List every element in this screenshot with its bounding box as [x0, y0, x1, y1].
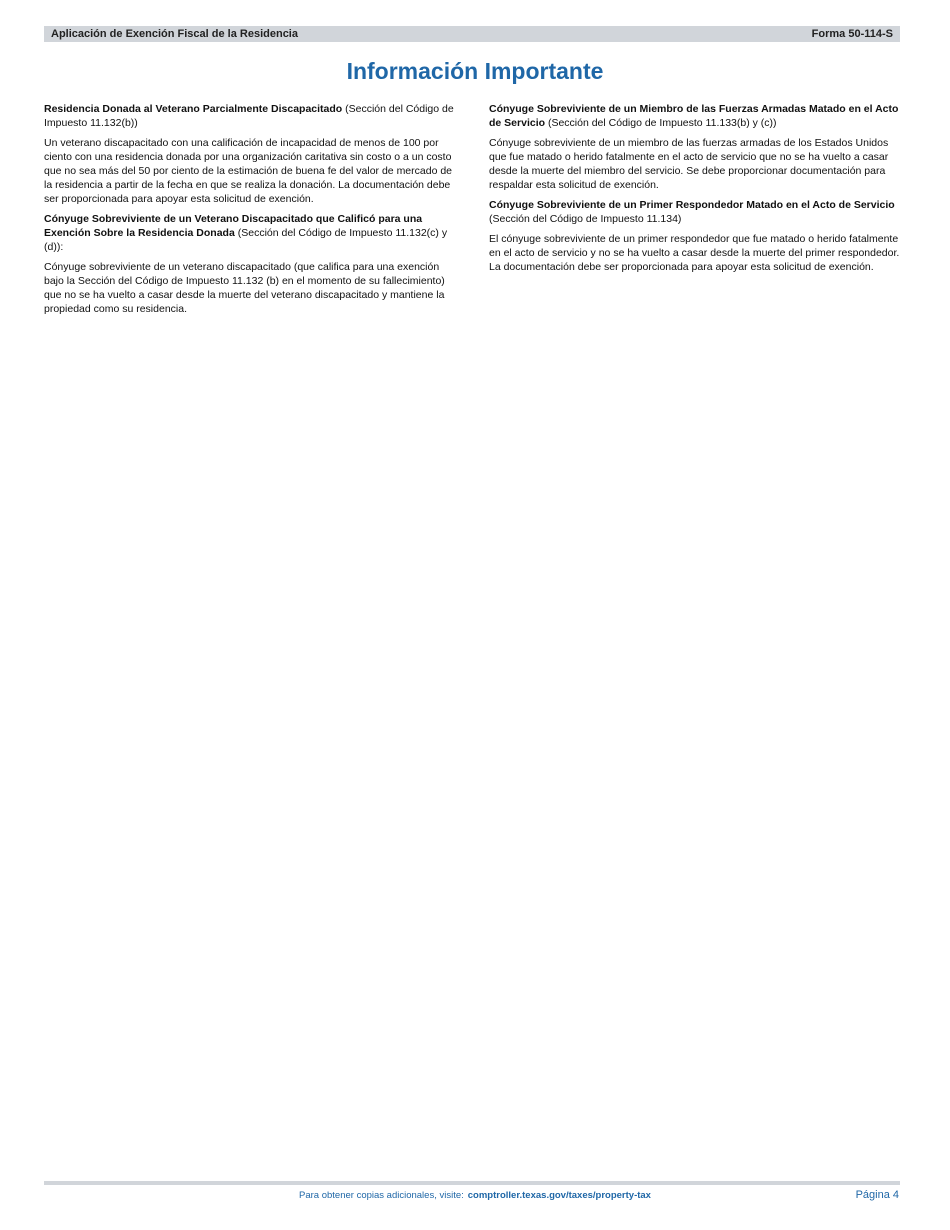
- form-header-bar: [44, 26, 900, 42]
- section-heading-code: (Sección del Código de Impuesto 11.132(c) y (d)):: [44, 227, 448, 253]
- section-body: Cónyuge sobreviviente de un miembro de las fuerzas armadas de los Estados Unidos que fue matado o herido fatalmente en el acto de servicio que no se ha vuelto a casar desde la muerte del miembro del servicio. Se debe proporcionar documentación para respaldar esta solicitud de exención.: [489, 137, 889, 191]
- section-heading-code: (Sección del Código de Impuesto 11.132(b)): [44, 103, 454, 129]
- section-heading-bold: Cónyuge Sobreviviente de un Miembro de las Fuerzas Armadas Matado en el Acto de Servicio: [489, 103, 899, 129]
- section-heading: [44, 102, 459, 130]
- section-heading-code: (Sección del Código de Impuesto 11.133(b) y (c)): [545, 117, 777, 129]
- page-number: Página 4: [855, 1189, 899, 1201]
- section-heading: [44, 212, 459, 254]
- footer-label: Para obtener copias adicionales, visite:: [299, 1190, 464, 1201]
- footer-url-link[interactable]: comptroller.texas.gov/taxes/property-tax: [467, 1190, 651, 1201]
- footer-divider: [44, 1181, 900, 1185]
- section-heading-bold: Cónyuge Sobreviviente de un Primer Respondedor Matado en el Acto de Servicio: [489, 199, 895, 211]
- footer-copies-note: [0, 1190, 950, 1201]
- form-number: Forma 50-114-S: [811, 28, 893, 40]
- section-heading: [489, 198, 902, 226]
- left-column: [44, 102, 459, 322]
- section-body: Cónyuge sobreviviente de un veterano discapacitado (que califica para una exención bajo la Sección del Código de Impuesto 11.132 (b) en el momento de su fallecimiento) que no se ha vuelto a casar desde la muerte del veterano discapacitado y mantiene la propiedad como su residencia.: [44, 261, 445, 315]
- section-body: Un veterano discapacitado con una calificación de incapacidad de menos de 100 por ciento con una residencia donada por una organización caritativa sin costo o a un costo que no sea más del 50 por ciento de la estimación de buena fe del valor de mercado de la residencia a partir de la fecha en que se realiza la donación. La documentación debe ser proporcionada para apoyar esta solicitud de exención.: [44, 137, 453, 205]
- right-column: [489, 102, 902, 280]
- section-body: El cónyuge sobreviviente de un primer respondedor que fue matado o herido fatalmente en el acto de servicio y no se ha vuelto a casar desde la muerte del primer respondedor. La documentación debe ser proporcionada para apoyar esta solicitud de exención.: [489, 233, 900, 273]
- section-heading-bold: Cónyuge Sobreviviente de un Veterano Discapacitado que Calificó para una Exención Sobre la Residencia Donada: [44, 213, 423, 239]
- form-title: Aplicación de Exención Fiscal de la Residencia: [51, 28, 298, 40]
- section-heading: [489, 102, 902, 130]
- page-title: Información Importante: [346, 58, 604, 84]
- section-heading-bold: Residencia Donada al Veterano Parcialmente Discapacitado: [44, 103, 343, 115]
- section-heading-code: (Sección del Código de Impuesto 11.134): [489, 213, 682, 225]
